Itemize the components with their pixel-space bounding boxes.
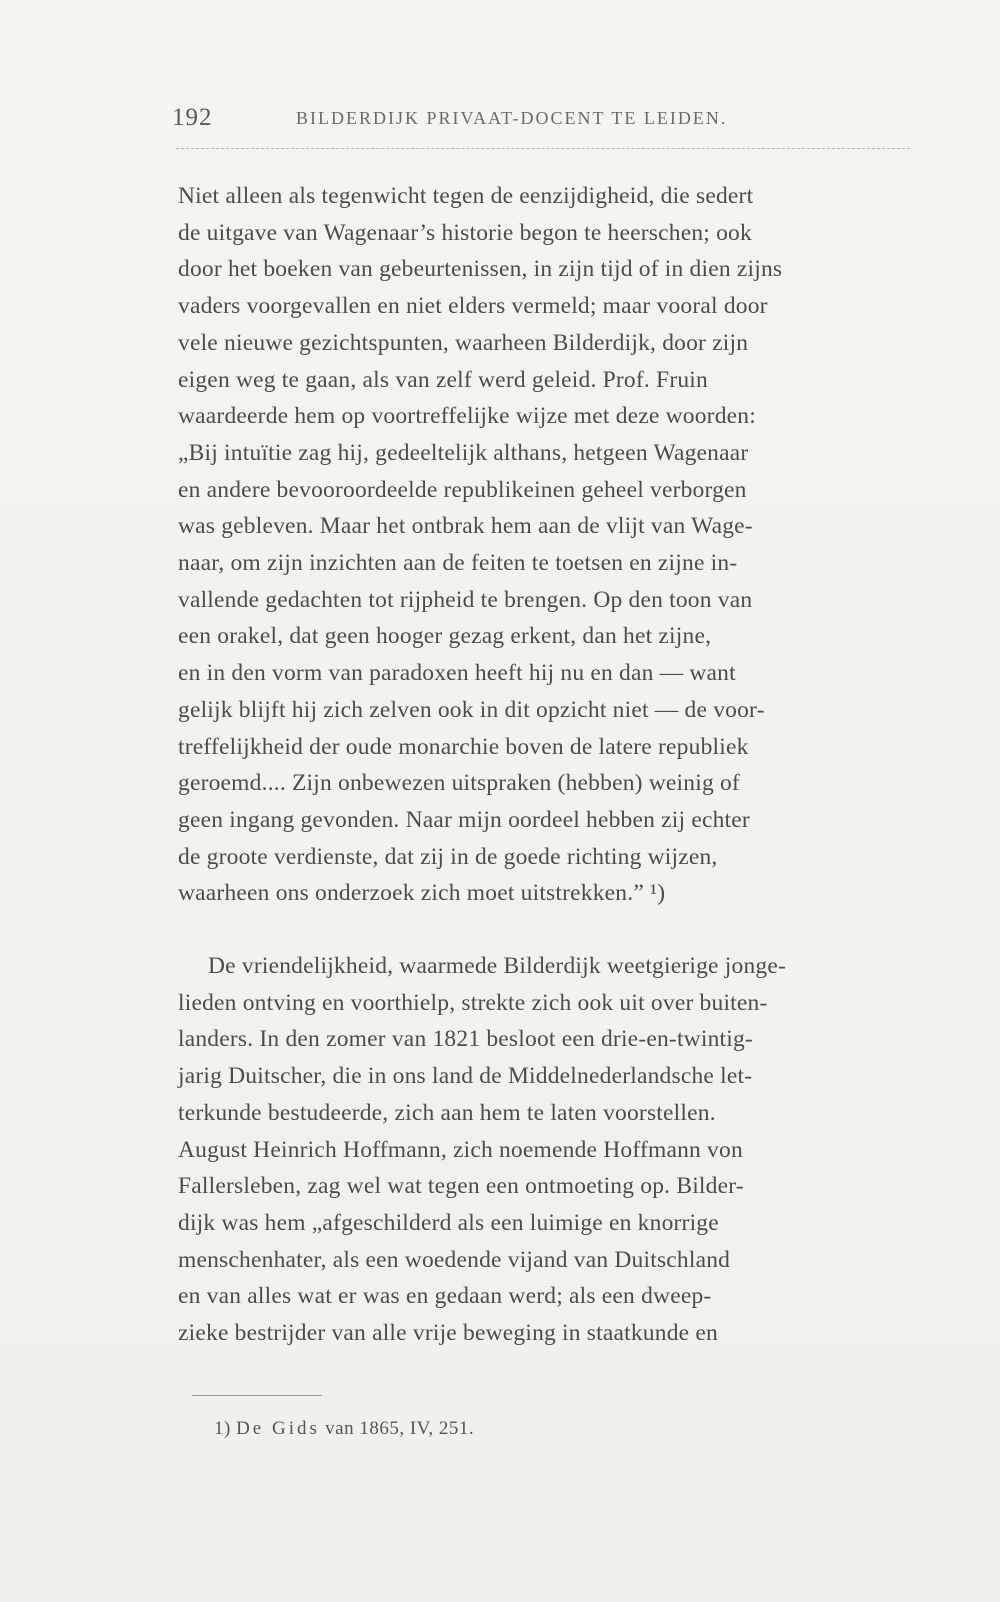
footnote-source-details: van 1865, IV, 251. (325, 1418, 475, 1439)
footnote (214, 1418, 474, 1440)
paragraph-2: De vriendelijkheid, waarmede Bilderdijk weetgierige jonge- lieden ontving en voorthielp, strekte zich ook uit over buiten- landers. In den zomer van 1821 besloot een drie-en-twintig- jarig Duitscher, die in ons land de Middelnederlandsche let- terkunde bestudeerde, zich aan hem te laten voorstellen. August Heinrich Hoffmann, zich noemende Hoffmann von Fallersleben, zag wel wat tegen een ontmoeting op. Bilder- dijk was hem „afgeschilderd als een luimige en knorrige menschenhater, als een woedende vijand van Duitschland en van alles wat er was en gedaan werd; als een dweep- zieke bestrijder van alle vrije beweging in staatkunde en (178, 953, 786, 1347)
body-text (178, 178, 912, 1352)
page-header (172, 104, 912, 138)
footnote-rule (192, 1395, 322, 1396)
paragraph-1: Niet alleen als tegenwicht tegen de eenzijdigheid, die sedert de uitgave van Wagenaar’s historie begon te heerschen; ook door het boeken van gebeurtenissen, in zijn tijd of in dien zijns vaders voorgevallen en niet elders vermeld; maar vooral door vele nieuwe gezichtspunten, waarheen Bilderdijk, door zijn eigen weg te gaan, als van zelf werd geleid. Prof. Fruin waardeerde hem op voortreffelijke wijze met deze woorden: „Bij intuïtie zag hij, gedeeltelijk althans, hetgeen Wagenaar en andere bevooroordeelde republikeinen geheel verborgen was gebleven. Maar het ontbrak hem aan de vlijt van Wage- naar, om zijn inzichten aan de feiten te toetsen en zijne in- vallende gedachten tot rijpheid te brengen. Op den toon van een orakel, dat geen hooger gezag erkent, dan het zijne, en in den vorm van paradoxen heeft hij nu en dan — want gelijk blijft hij zich zelven ook in dit opzicht niet — de voor- treffelijkheid der oude monarchie boven de latere republiek geroemd.... Zijn onbewezen uitspraken (hebben) weinig of geen ingang gevonden. Naar mijn oordeel hebben zij echter de groote verdienste, dat zij in de goede richting wijzen, waarheen ons onderzoek zich moet uitstrekken.” ¹) (178, 183, 783, 907)
running-head: BILDERDIJK PRIVAAT-DOCENT TE LEIDEN. (296, 108, 728, 128)
header-rule (176, 148, 910, 149)
footnote-marker: 1) (214, 1418, 231, 1439)
footnote-source-title: De Gids (236, 1418, 320, 1439)
page-number: 192 (172, 104, 213, 131)
